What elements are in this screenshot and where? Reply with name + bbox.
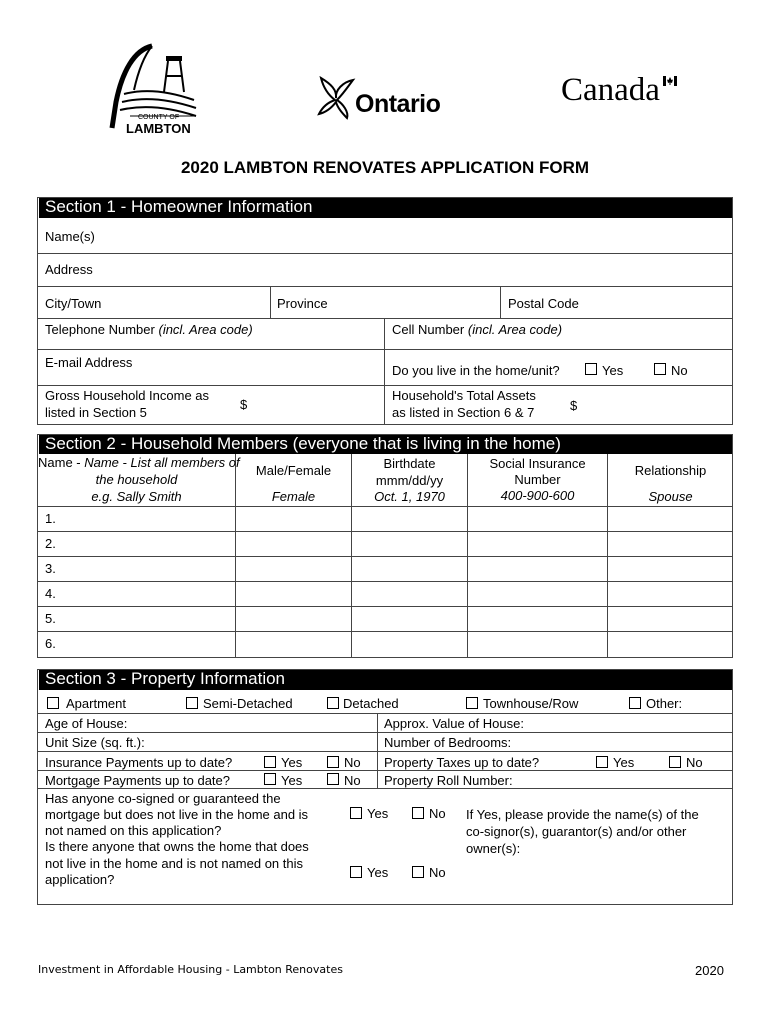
- telephone-field[interactable]: [45, 322, 253, 337]
- ontario-text: Ontario: [355, 90, 441, 118]
- mortgage-yes-label: Yes: [281, 773, 303, 788]
- live-yes-label: Yes: [602, 363, 624, 378]
- cosign-no-checkbox[interactable]: [412, 807, 424, 819]
- cell-field[interactable]: [392, 322, 562, 337]
- col-name-l1-text: Name - List all members of: [84, 455, 240, 470]
- county-of-text: COUNTY OF: [138, 114, 180, 121]
- col-relationship-example: Spouse: [648, 489, 693, 504]
- taxes-no-label: No: [686, 755, 703, 770]
- insurance-no-checkbox[interactable]: [327, 756, 339, 768]
- taxes-yes-checkbox[interactable]: [596, 756, 608, 768]
- canada-wordmark: [561, 70, 681, 114]
- cosign-no-label: No: [429, 806, 446, 821]
- owns-no-label: No: [429, 865, 446, 880]
- footer-program: Investment in Affordable Housing - Lambton Renovates: [38, 963, 343, 976]
- col-sin-example: 400-900-600: [500, 488, 575, 503]
- apartment-label: Apartment: [66, 696, 126, 711]
- col-name-example: e.g. Sally Smith: [91, 489, 182, 504]
- mortgage-no-checkbox[interactable]: [327, 773, 339, 785]
- income-label-1: Gross Household Income as: [45, 388, 210, 403]
- postal-code-field[interactable]: Postal Code: [508, 296, 579, 311]
- cosign-yes-label: Yes: [367, 806, 389, 821]
- assets-dollar[interactable]: $: [570, 398, 578, 413]
- owns-yes-label: Yes: [367, 865, 389, 880]
- ifyes-l2: co-signor(s), guarantor(s) and/or other: [466, 824, 687, 839]
- income-label-2: listed in Section 5: [45, 405, 147, 420]
- col-birthdate-l2: mmm/dd/yy: [375, 473, 444, 488]
- trillium-icon: [315, 74, 357, 120]
- insurance-yes-checkbox[interactable]: [264, 756, 276, 768]
- mortgage-yes-checkbox[interactable]: [264, 773, 276, 785]
- owns-q-l1: Is there anyone that owns the home that does: [45, 839, 309, 854]
- apartment-checkbox[interactable]: [47, 697, 59, 709]
- bedrooms-field[interactable]: Number of Bedrooms:: [384, 735, 512, 750]
- col-name-l1: Name - Name - List all members of: [38, 455, 240, 470]
- assets-label-1: Household's Total Assets: [392, 388, 536, 403]
- section1-header: Section 1 - Homeowner Information: [39, 197, 732, 218]
- taxes-no-checkbox[interactable]: [669, 756, 681, 768]
- other-label: Other:: [646, 696, 683, 711]
- approx-value-field[interactable]: Approx. Value of House:: [384, 716, 524, 731]
- unit-size-field[interactable]: Unit Size (sq. ft.):: [45, 735, 145, 750]
- province-field[interactable]: Province: [277, 296, 328, 311]
- cosign-yes-checkbox[interactable]: [350, 807, 362, 819]
- semi-detached-checkbox[interactable]: [186, 697, 198, 709]
- form-title: 2020 LAMBTON RENOVATES APPLICATION FORM: [180, 158, 590, 177]
- col-sin-l2: Number: [514, 472, 561, 487]
- townhouse-label: Townhouse/Row: [483, 696, 579, 711]
- telephone-label: Telephone Number: [45, 322, 155, 337]
- owns-yes-checkbox[interactable]: [350, 866, 362, 878]
- city-field[interactable]: City/Town: [45, 296, 102, 311]
- taxes-question: Property Taxes up to date?: [384, 755, 540, 770]
- col-sin-l1: Social Insurance: [489, 456, 586, 471]
- live-in-home-question: Do you live in the home/unit?: [392, 363, 560, 378]
- col-birthdate-example: Oct. 1, 1970: [374, 489, 445, 504]
- member-row-1[interactable]: 1.: [45, 511, 56, 526]
- townhouse-checkbox[interactable]: [466, 697, 478, 709]
- cosign-q-l3: not named on this application?: [45, 823, 222, 838]
- member-row-2[interactable]: 2.: [45, 536, 56, 551]
- member-row-3[interactable]: 3.: [45, 561, 56, 576]
- member-row-4[interactable]: 4.: [45, 586, 56, 601]
- owns-q-l3: application?: [45, 872, 115, 887]
- section3-header: Section 3 - Property Information: [39, 669, 732, 690]
- semi-detached-label: Semi-Detached: [203, 696, 293, 711]
- cell-note: (incl. Area code): [467, 322, 563, 337]
- ontario-logo: [315, 74, 450, 120]
- ifyes-l3: owner(s):: [466, 841, 521, 856]
- col-sex-example: Female: [271, 489, 316, 504]
- insurance-question: Insurance Payments up to date?: [45, 755, 233, 770]
- canada-text: Canada: [561, 72, 660, 108]
- live-yes-checkbox[interactable]: [585, 363, 597, 375]
- other-checkbox[interactable]: [629, 697, 641, 709]
- col-sex: Male/Female: [255, 463, 332, 478]
- mortgage-no-label: No: [344, 773, 361, 788]
- lambton-logo: [104, 42, 204, 136]
- owns-q-l2: not live in the home and is not named on this: [45, 856, 303, 871]
- cosign-q-l1: Has anyone co-signed or guaranteed the: [45, 791, 281, 806]
- roll-number-field[interactable]: Property Roll Number:: [384, 773, 513, 788]
- section2-header: Section 2 - Household Members (everyone that is living in the home): [39, 434, 732, 454]
- ifyes-l1: If Yes, please provide the name(s) of the: [466, 807, 699, 822]
- address-field[interactable]: Address: [45, 262, 93, 277]
- lambton-text: LAMBTON: [126, 121, 191, 136]
- income-dollar[interactable]: $: [240, 397, 248, 412]
- insurance-no-label: No: [344, 755, 361, 770]
- member-row-5[interactable]: 5.: [45, 611, 56, 626]
- assets-label-2: as listed in Section 6 & 7: [392, 405, 535, 420]
- cosign-q-l2: mortgage but does not live in the home and is: [45, 807, 309, 822]
- flag-icon: [663, 76, 677, 86]
- taxes-yes-label: Yes: [613, 755, 635, 770]
- col-relationship: Relationship: [634, 463, 707, 478]
- col-name-l2: the household: [95, 472, 178, 487]
- owns-no-checkbox[interactable]: [412, 866, 424, 878]
- col-birthdate-l1: Birthdate: [383, 456, 436, 471]
- mortgage-question: Mortgage Payments up to date?: [45, 773, 231, 788]
- age-of-house-field[interactable]: Age of House:: [45, 716, 128, 731]
- insurance-yes-label: Yes: [281, 755, 303, 770]
- email-field[interactable]: E-mail Address: [45, 355, 133, 370]
- member-row-6[interactable]: 6.: [45, 636, 56, 651]
- live-no-label: No: [671, 363, 688, 378]
- names-field[interactable]: Name(s): [45, 229, 95, 244]
- cell-label: Cell Number: [392, 322, 465, 337]
- live-no-checkbox[interactable]: [654, 363, 666, 375]
- detached-checkbox[interactable]: [327, 697, 339, 709]
- telephone-note: (incl. Area code): [158, 322, 253, 337]
- detached-label: Detached: [343, 696, 399, 711]
- footer-year: 2020: [695, 963, 724, 978]
